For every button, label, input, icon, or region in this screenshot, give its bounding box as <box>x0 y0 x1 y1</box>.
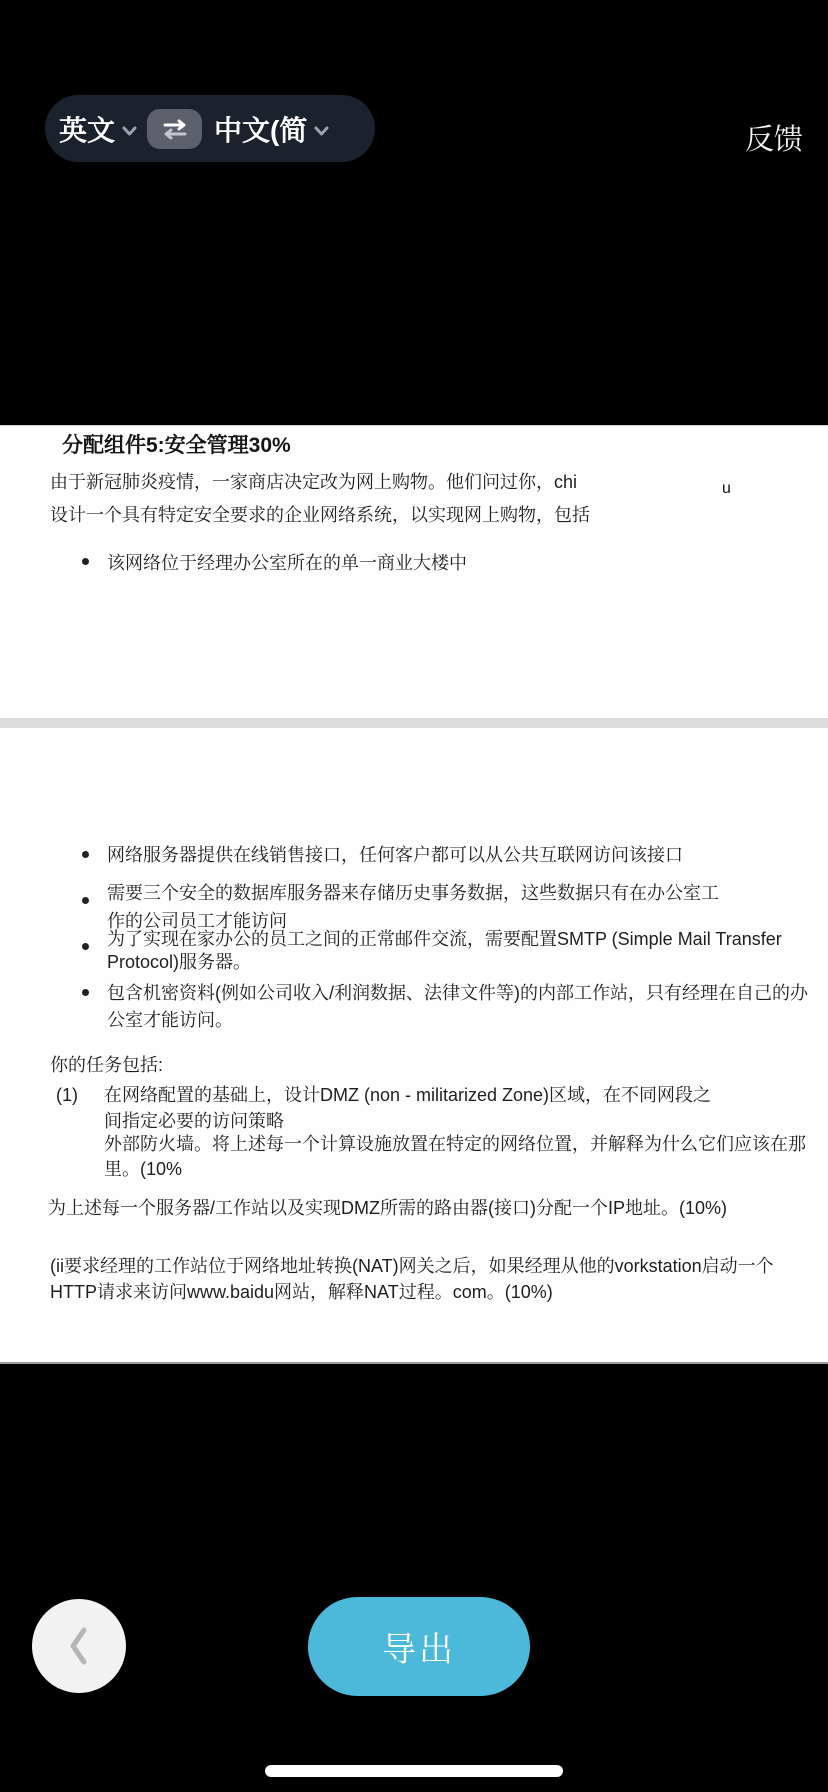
chevron-down-icon <box>122 126 137 136</box>
bullet-dot <box>82 943 89 950</box>
bullet-item: 公室才能访问。 <box>107 1010 233 1030</box>
bullet-item: 作的公司员工才能访问 <box>107 911 287 931</box>
doc-paragraph-line: 为上述每一个服务器/工作站以及实现DMZ所需的路由器(接口)分配一个IP地址。(10%) <box>48 1198 727 1218</box>
doc-stray-char: u <box>722 480 731 497</box>
task-line: 间指定必要的访问策略 <box>104 1111 284 1131</box>
bullet-item: 包含机密资料(例如公司收入/利润数据、法律文件等)的内部工作站，只有经理在自己的办 <box>107 983 808 1003</box>
page-divider <box>0 718 828 728</box>
back-button[interactable] <box>32 1599 126 1693</box>
swap-languages-button[interactable] <box>147 109 202 149</box>
target-language-label: 中文(简 <box>214 114 308 146</box>
feedback-button[interactable]: 反馈 <box>744 124 803 156</box>
target-language-button[interactable] <box>214 109 329 149</box>
source-language-button[interactable] <box>59 109 137 149</box>
task-line: 在网络配置的基础上，设计DMZ (non - militarized Zone)区域，在不同网段之 <box>104 1085 712 1105</box>
export-button[interactable]: 导出 <box>308 1597 530 1696</box>
bullet-item: 该网络位于经理办公室所在的单一商业大楼中 <box>107 553 467 573</box>
bullet-item: 需要三个安全的数据库服务器来存储历史事务数据，这些数据只有在办公室工 <box>107 883 719 903</box>
doc-paragraph-line: 设计一个具有特定安全要求的企业网络系统，以实现网上购物，包括 <box>50 505 590 525</box>
language-selector <box>45 95 375 162</box>
bullet-dot <box>82 558 89 565</box>
bullet-dot <box>82 851 89 858</box>
tasks-intro: 你的任务包括: <box>50 1055 164 1075</box>
doc-paragraph-line: HTTP请求来访问www.baidu网站，解释NAT过程。com。(10%) <box>50 1282 553 1302</box>
task-line: 外部防火墙。将上述每一个计算设施放置在特定的网络位置，并解释为什么它们应该在那 <box>104 1134 806 1154</box>
chevron-down-icon <box>314 126 329 136</box>
bullet-item: Protocol)服务器。 <box>107 952 252 972</box>
home-indicator <box>265 1765 563 1777</box>
bullet-dot <box>82 989 89 996</box>
task-number: (1) <box>56 1085 78 1105</box>
bullet-dot <box>82 897 89 904</box>
doc-paragraph-line: (ii要求经理的工作站位于网络地址转换(NAT)网关之后，如果经理从他的vorkstation启动一个 <box>50 1256 774 1276</box>
task-line: 里。(10% <box>104 1159 183 1179</box>
doc-heading: 分配组件5:安全管理30% <box>62 434 291 457</box>
source-language-label: 英文 <box>59 114 116 146</box>
swap-icon <box>160 118 190 140</box>
bullet-item: 为了实现在家办公的员工之间的正常邮件交流，需要配置SMTP (Simple Mail Transfer <box>107 929 782 949</box>
doc-paragraph-line: 由于新冠肺炎疫情，一家商店决定改为网上购物。他们问过你，chi <box>50 472 578 492</box>
bullet-item: 网络服务器提供在线销售接口，任何客户都可以从公共互联网访问该接口 <box>107 845 683 865</box>
chevron-left-icon <box>62 1622 96 1670</box>
